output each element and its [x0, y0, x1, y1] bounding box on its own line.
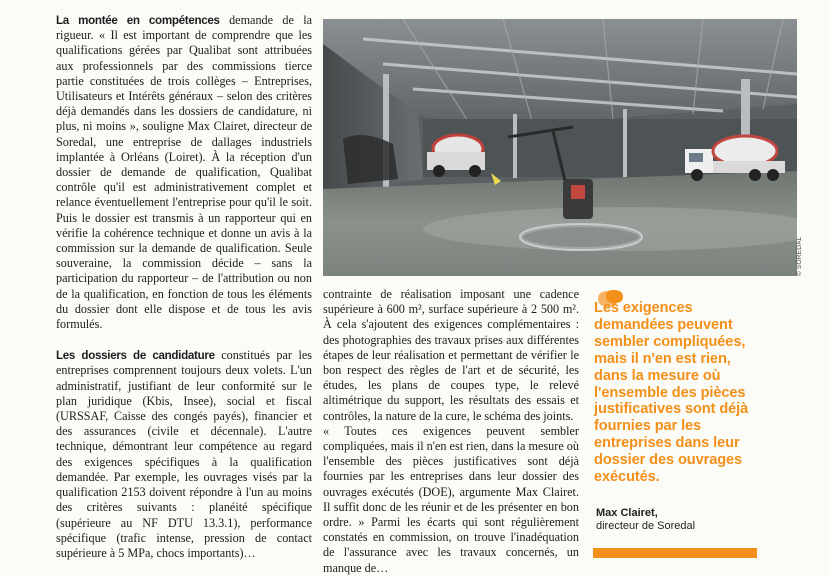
photo-credit: © SOREDAL	[796, 236, 803, 276]
paragraph-exigences: « Toutes ces exigences peuvent sembler compliquées, mais il n'en est rien, dans la mesure où l'ensemble des pièces justificatives sont déjà fournies par les entreprises dans leur dossier des ouvrages exécutés (DOE), argumente Max Clairet. Il suffit donc de les réunir et de les présenter en bon ordre. » Parmi les écarts qui sont régulièrement constatés en commission, on trouve l'inadéquation de l'assurance avec les travaux concernés, un manque de…	[323, 423, 579, 575]
paragraph-text: demande de la rigueur. « Il est important de comprendre que les qualifications gérées par Qualibat sont attribuées aux professionnels par des commissions tierce partie constituées de trois collèges – Entreprises, Utilisateurs et Intérêts généraux – selon des critères déjà demandés dans les dossiers de candidature, ni plus, ni moins », souligne Max Clairet, directeur de Soredal, une entreprise de dallages industriels implantée à Orléans (Loiret). À la réception d'un dossier de demande de qualification, Qualibat contrôle qu'il est administrativement complet et relance éventuellement l'entreprise pour qu'il le soit. Puis le dossier est transmis à un rapporteur qui en vérifie la cohérence technique et donne un avis à la commission sur la demande de qualification. Seule souveraine, la commission décide – sans la participation du rapporteur – de l'attribution ou non de la qualification, en fonction de tous les éléments du dossier dont elle dispose et de tous les avis formulés.	[56, 13, 313, 332]
quote-author-role: directeur de Soredal	[596, 520, 696, 532]
paragraph-dossiers	[56, 348, 312, 561]
article-column-middle	[323, 287, 579, 576]
paragraph-montee	[56, 13, 312, 332]
warehouse-photo	[323, 19, 797, 276]
paragraph-lead: La montée en compétences	[56, 14, 220, 27]
accent-bar	[593, 548, 757, 558]
pull-quote: Les exigences demandées peuvent sembler compliquées, mais il n'en est rien, dans la mesure où l'ensemble des pièces justificatives sont déjà fournies par les entreprises dans leur dossier des ouvrages exécutés.	[594, 300, 749, 486]
article-column-left	[56, 13, 312, 561]
quote-author-name: Max Clairet,	[596, 507, 658, 519]
paragraph-lead: Les dossiers de candidature	[56, 349, 215, 363]
paragraph-text: constitués par les entreprises comprennent toujours deux volets. L'un administratif, justifiant de leur conformité sur le plan juridique (Kbis, Insee), social et fiscal (URSSAF, Caisse des congés payés), financier et des assurances (civile et décennale). L'autre technique, démontrant leur compétence au regard des exigences spécifiques à la qualification demandée. Par exemple, les ouvrages visés par la qualification 2153 doivent répondre à l'un au moins des critères suivants : planéité spécifique (supérieure au NF DTU 13.3.1), performance spécifique (trafic intense, pression de contact supérieure à 5 MPa, chocs importants)…	[56, 348, 312, 560]
paragraph-contrainte: contrainte de réalisation imposant une cadence supérieure à 600 m², surface supérieure à 2 500 m². À cela s'ajoutent des exigences complémentaires : des photographies des travaux prises aux différentes étapes de leur réalisation et permettant de vérifier le bon respect des règles de l'art et de sécurité, les études, les plans de coupes type, le relevé altimétrique du support, les résultats des essais et contrôles, la nature de la cure, le schéma des joints.	[323, 287, 579, 423]
quote-attribution	[596, 507, 695, 533]
